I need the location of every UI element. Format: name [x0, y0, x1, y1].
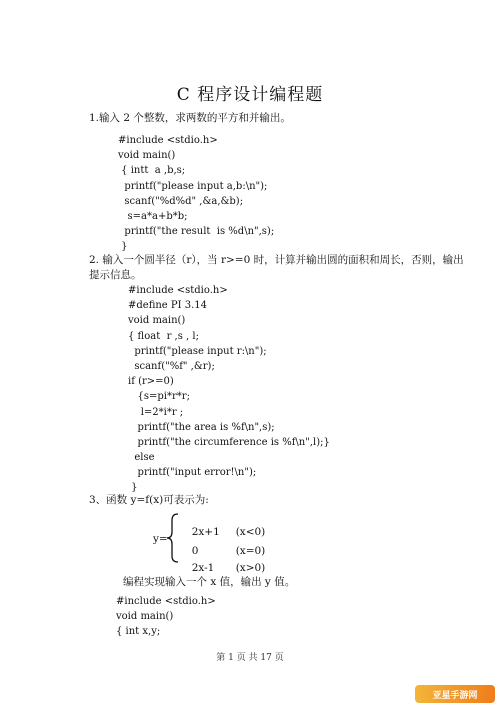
code-line: else [128, 452, 155, 464]
code-line: printf("input error!\n"); [128, 467, 257, 479]
code-line: #include <stdio.h> [128, 285, 228, 296]
question-2-line2: 提示信息。 [89, 269, 142, 281]
code-line: #include <stdio.h> [116, 596, 216, 607]
case-expr: 2x-1 [191, 562, 215, 574]
code-line: { float r ,s , l; [128, 330, 199, 342]
code-block-q2 [128, 283, 330, 496]
code-line: void main() [118, 150, 176, 162]
case-row [185, 550, 265, 574]
code-line: l=2*i*r ; [128, 406, 184, 418]
document-title: C 程序设计编程题 [176, 85, 324, 105]
code-line: scanf("%f" ,&r); [128, 360, 215, 372]
code-line: void main() [128, 315, 186, 327]
case-cond: (x<0) [235, 526, 266, 538]
code-line: printf("the circumference is %f\n",l);} [128, 436, 330, 448]
code-line: #include <stdio.h> [118, 135, 218, 146]
code-line: printf("the area is %f\n",s); [128, 421, 275, 433]
code-line: #define PI 3.14 [128, 300, 208, 312]
question-2-line1: 2. 输入一个圆半径（r），当 r>=0 时，计算并输出圆的面积和周长，否则，输出 [89, 254, 464, 266]
code-line: scanf("%d%d" ,&a,&b); [118, 195, 244, 207]
case-cond: (x>0) [235, 562, 266, 574]
code-block-q1 [118, 133, 274, 255]
brace-icon [166, 512, 180, 564]
code-line: printf("please input a,b:\n"); [118, 180, 268, 192]
code-block-q3 [116, 594, 216, 640]
watermark-logo: 亚星手游网 [415, 685, 495, 703]
function-y-label: y= [153, 533, 168, 545]
code-line: void main() [116, 611, 174, 623]
code-line: { intt a ,b,s; [118, 165, 186, 177]
code-line: } [128, 482, 138, 494]
code-line: {s=pi*r*r; [128, 391, 190, 403]
case-cond: (x=0) [235, 545, 266, 557]
question-3-task: 编程实现输入一个 x 值，输出 y 值。 [123, 576, 296, 588]
case-expr: 2x+1 [191, 526, 220, 538]
code-line: s=a*a+b*b; [118, 210, 188, 222]
question-3-text: 3、函数 y=f(x)可表示为: [89, 494, 209, 506]
question-1-text: 1.输入 2 个整数，求两数的平方和并输出。 [89, 112, 291, 124]
page-footer: 第 1 页 共 17 页 [216, 653, 284, 663]
code-line: } [118, 241, 128, 253]
code-line: if (r>=0) [128, 376, 174, 388]
code-line: printf("the result is %d\n",s); [118, 226, 275, 238]
code-line: printf("please input r:\n"); [128, 345, 267, 357]
case-expr: 0 [191, 545, 199, 557]
code-line: { int x,y; [116, 626, 161, 638]
